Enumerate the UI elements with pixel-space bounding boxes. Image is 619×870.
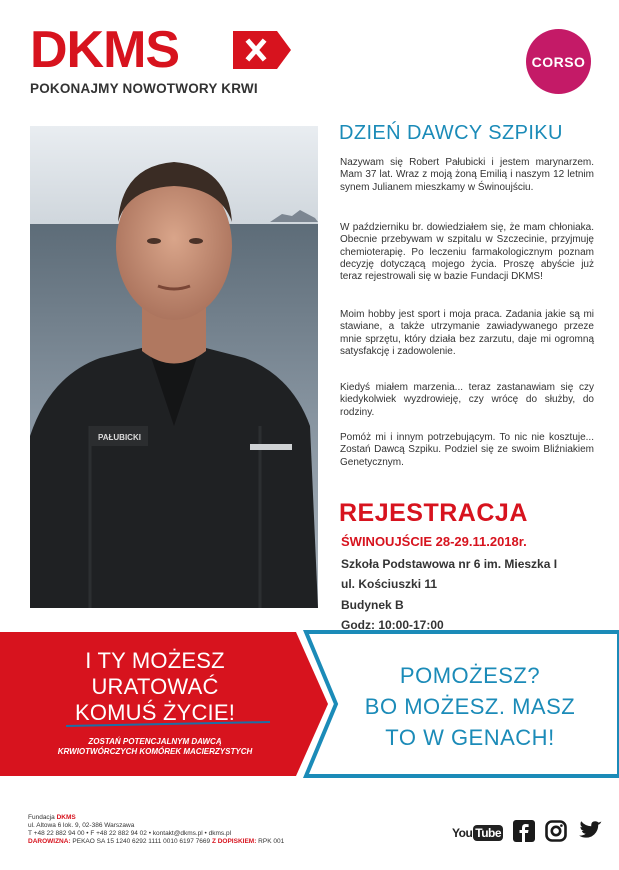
instagram-icon[interactable]: [545, 820, 567, 847]
address-line-school: Szkoła Podstawowa nr 6 im. Mieszka I: [341, 557, 558, 571]
youtube-text-left: You: [452, 826, 473, 840]
banner-sub-line: ZOSTAŃ POTENCJALNYM DAWCĄ: [88, 737, 222, 746]
dkms-logo: [30, 22, 265, 82]
paragraph-1: Nazywam się Robert Pałubicki i jestem marynarzem. Mam 37 lat. Wraz z moją żoną Emilią i naszym 12 letnim synem Julianem mieszkamy w Świnoujściu.: [340, 157, 594, 193]
paragraph-5: Pomóż mi i innym potrzebującym. To nic nie kosztuje... Zostań Dawcą Szpiku. Podziel się ze swoim Bliźniakiem Genetycznym.: [340, 432, 594, 468]
footer-note-label: Z DOPISKIEM:: [211, 838, 257, 845]
banner-blue-line: TO W GENACH!: [385, 725, 555, 750]
banner-blue-line: BO MOŻESZ. MASZ: [364, 694, 576, 719]
sailor-photo: [30, 126, 318, 608]
banner-red-subtext: [40, 737, 270, 757]
banner-sub-line: KRWIOTWÓRCZYCH KOMÓREK MACIERZYSTYCH: [57, 747, 253, 756]
youtube-icon[interactable]: [452, 826, 503, 840]
banner-blue-slogan: [330, 660, 610, 753]
banner-red-line: URATOWAĆ: [91, 674, 219, 699]
registration-heading: REJESTRACJA: [339, 499, 528, 527]
banner-red-line: KOMUŚ ŻYCIE!: [74, 700, 236, 725]
name-badge: PAŁUBICKI: [98, 433, 141, 442]
footer-info: [28, 814, 284, 846]
banner-red-headline: [40, 648, 270, 726]
footer-contact: T +48 22 882 94 00 • F +48 22 882 94 02 • kontakt@dkms.pl • dkms.pl: [28, 830, 232, 837]
paragraph-3: Moim hobby jest sport i moja praca. Zadania jakie są mi stawiane, a także utrzymanie zawiadywanego przeze mnie sprzętu, który działa bez zarzutu, daje mi ogromną satysfakcję i zadowolenie.: [340, 309, 594, 357]
paragraph-4: Kiedyś miałem marzenia... teraz zastanawiam się czy kiedykolwiek wyzdrowieję, czy wrócę do służby, do rodziny.: [340, 382, 594, 418]
footer-donation-account: PEKAO SA 15 1240 6292 1111 0010 6197 7669: [72, 838, 211, 845]
youtube-text-right: Tube: [475, 826, 502, 840]
footer-donation-label: DAROWIZNA:: [28, 838, 71, 845]
footer-note-text: RPK 001: [258, 838, 285, 845]
facebook-icon[interactable]: [513, 820, 535, 847]
corso-logo-text: CORSO: [531, 53, 586, 70]
tagline: POKONAJMY NOWOTWORY KRWI: [30, 81, 258, 96]
twitter-icon[interactable]: [577, 820, 603, 847]
address-line-street: ul. Kościuszki 11: [341, 577, 438, 591]
address-line-hours: Godz: 10:00-17:00: [341, 618, 444, 632]
footer-org-prefix: Fundacja: [28, 814, 55, 821]
banner-red-line: I TY MOŻESZ: [85, 648, 225, 673]
paragraph-2: W październiku br. dowiedziałem się, że mam chłoniaka. Obecnie przebywam w szpitalu w Szczecinie, przyjmuję chemioterapię. Po leczeniu farmakologicznym poznam decyzję dotyczącą mojego życia. Proszę abyście już teraz rejestrowali się w bazie Fundacji DKMS!: [340, 222, 594, 283]
footer-donation: [28, 838, 284, 846]
dkms-logo-text: DKMS: [30, 21, 180, 79]
social-links: [452, 820, 603, 846]
footer-address: ul. Altowa 6 lok. 9, 02-386 Warszawa: [28, 822, 135, 829]
registration-date: ŚWINOUJŚCIE 28-29.11.2018r.: [341, 534, 527, 549]
footer-org: [28, 814, 284, 822]
banner-blue-line: POMOŻESZ?: [399, 663, 541, 688]
corso-logo: [526, 29, 591, 94]
page-title: DZIEŃ DAWCY SZPIKU: [339, 122, 563, 144]
address-line-building: Budynek B: [341, 598, 404, 612]
footer-org-name: DKMS: [56, 814, 76, 821]
